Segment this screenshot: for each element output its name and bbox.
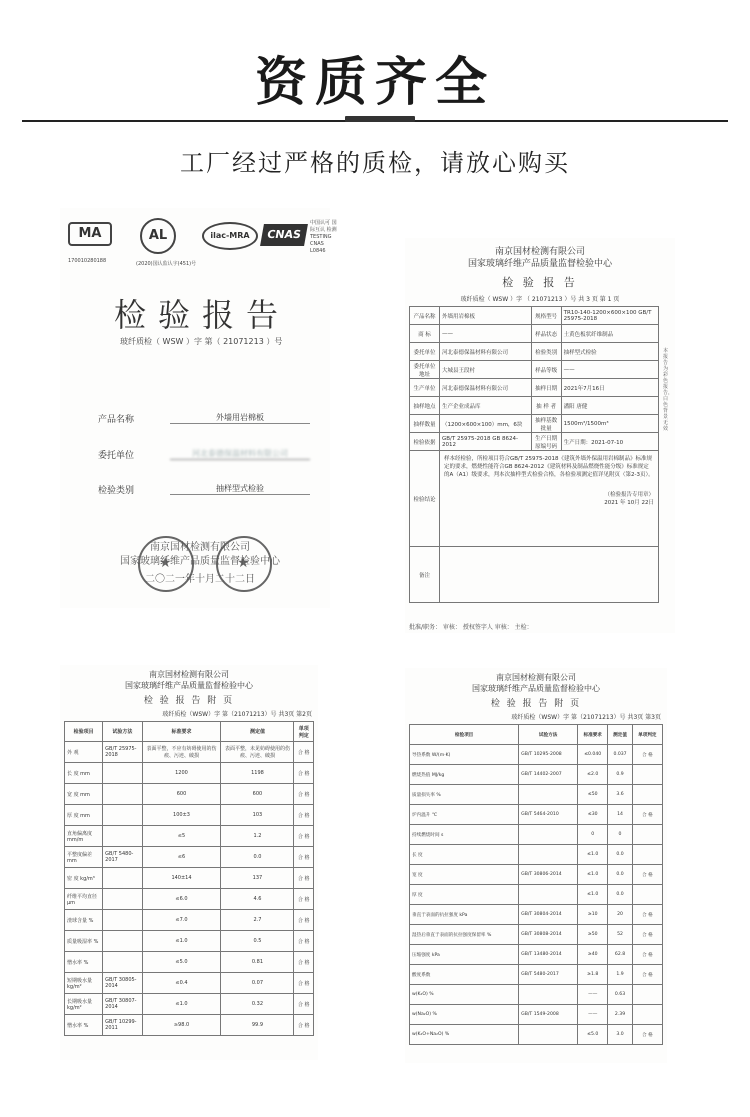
table-cell: 0.0 — [608, 845, 632, 865]
table-cell — [103, 889, 142, 910]
report-cover-scan — [60, 208, 337, 608]
table-cell: 20 — [608, 905, 632, 925]
column-header: 测定值 — [221, 722, 294, 742]
table-cell: —— — [561, 361, 658, 379]
table-cell: 140±14 — [142, 868, 221, 889]
table-cell: 合 格 — [294, 805, 314, 826]
column-header: 检验项目 — [410, 725, 519, 745]
side-note: 本报告为彩色报告，白色背景无效 — [663, 348, 674, 432]
table-cell: 0.0 — [608, 885, 632, 905]
table-cell — [519, 825, 578, 845]
table-cell: 合 格 — [294, 952, 314, 973]
table-cell: 压缩强度 kPa — [410, 945, 519, 965]
table-cell: 检验类别 — [531, 343, 561, 361]
table-cell — [632, 985, 662, 1005]
table-cell: 4.6 — [221, 889, 294, 910]
table-row — [65, 1015, 314, 1036]
table-cell: 合 格 — [632, 805, 662, 825]
table-cell: 商 标 — [410, 325, 440, 343]
report-title: 检 验 报 告 — [502, 276, 578, 289]
table-cell: 酸度系数 — [410, 965, 519, 985]
cma-logo-icon: MA — [68, 222, 112, 246]
table-cell: 合 格 — [294, 763, 314, 784]
table-cell: ≤2.0 — [578, 765, 608, 785]
table-cell: ≥10 — [578, 905, 608, 925]
table-cell: 合 格 — [294, 847, 314, 868]
certification-logos — [66, 218, 337, 268]
table-cell: 质量吸湿率 % — [65, 931, 103, 952]
table-cell: 表面平整，不应有妨碍使用的伤痕、污迹、破损 — [142, 742, 221, 763]
table-cell: GB/T 13480-2014 — [519, 945, 578, 965]
table-cell: w(K₂O) % — [410, 985, 519, 1005]
results-table — [409, 724, 663, 1045]
table-cell: ≤1.0 — [142, 931, 221, 952]
table-cell: 委托单位地址 — [410, 361, 440, 379]
org-center: 国家玻璃纤维产品质量监督检验中心 — [125, 681, 253, 690]
table-cell: 3.0 — [608, 1025, 632, 1045]
table-cell: 河北泰德保温材料有限公司 — [440, 379, 532, 397]
table-cell: 短期吸水量 kg/m² — [65, 973, 103, 994]
report-page-1-scan — [405, 238, 675, 633]
table-cell: 垂直于表面的抗拉强度 kPa — [410, 905, 519, 925]
table-cell: 抽样型式检验 — [561, 343, 658, 361]
table-row — [65, 889, 314, 910]
table-cell: 2.39 — [608, 1005, 632, 1025]
table-cell: ≤5.0 — [578, 1025, 608, 1045]
table-cell: 外 观 — [65, 742, 103, 763]
table-row — [65, 868, 314, 889]
table-cell: 表面平整，未见妨碍使用的伤痕、污迹、破损 — [221, 742, 294, 763]
table-cell: 抽样数量 — [410, 415, 440, 433]
table-cell: 合 格 — [632, 965, 662, 985]
table-cell: 密 度 kg/m³ — [65, 868, 103, 889]
table-cell: 合 格 — [294, 994, 314, 1015]
report-number: 玻纤质检（WSW）字 第（21071213）号 共3页 第2页 — [162, 711, 312, 718]
table-row — [410, 925, 663, 945]
table-row — [65, 931, 314, 952]
org-center: 国家玻璃纤维产品质量监督检验中心 — [467, 259, 612, 269]
table-row — [65, 847, 314, 868]
table-cell: 生产日期原编号码 — [531, 433, 561, 451]
table-row — [410, 745, 663, 765]
table-row — [410, 397, 659, 415]
title-underline-accent — [345, 116, 415, 122]
report-page-2-scan — [60, 665, 318, 1060]
table-cell: 103 — [221, 805, 294, 826]
table-cell: 厚 度 — [410, 885, 519, 905]
table-cell: 炉内温升 ℃ — [410, 805, 519, 825]
table-row — [410, 1005, 663, 1025]
table-cell — [103, 805, 142, 826]
client-label: 委托单位 — [98, 451, 135, 461]
table-cell: 抽样地点 — [410, 397, 440, 415]
report-title: 检 验 报 告 附 页 — [490, 699, 582, 709]
cnas-logo-icon: CNAS — [260, 224, 308, 246]
table-cell: ≤1.0 — [578, 845, 608, 865]
table-row — [410, 415, 659, 433]
issuer-name: 南京国材检测有限公司 — [150, 542, 250, 553]
table-cell: 600 — [221, 784, 294, 805]
conclusion-row — [410, 451, 659, 547]
table-row — [410, 325, 659, 343]
conclusion-label: 检验结论 — [410, 451, 440, 547]
table-row — [410, 1025, 663, 1045]
table-cell: 1500m³/1500m³ — [561, 415, 658, 433]
table-cell: GB/T 5480-2017 — [103, 847, 142, 868]
table-cell: 合 格 — [294, 931, 314, 952]
table-cell: 生产企业成品库 — [440, 397, 532, 415]
product-value: 外墙用岩棉板 — [170, 412, 310, 424]
table-cell: 1200 — [142, 763, 221, 784]
remark-label: 备注 — [410, 547, 440, 603]
table-cell: 长期吸水量 kg/m² — [65, 994, 103, 1015]
table-cell: GB/T 10295-2008 — [519, 745, 578, 765]
table-cell: 100±3 — [142, 805, 221, 826]
table-cell: GB/T 5464-2010 — [519, 805, 578, 825]
table-cell — [519, 1025, 578, 1045]
table-cell: ≤0.040 — [578, 745, 608, 765]
table-cell: 合 格 — [294, 742, 314, 763]
table-row — [410, 825, 663, 845]
table-cell: 外墙用岩棉板 — [440, 307, 532, 325]
table-cell: 合 格 — [294, 784, 314, 805]
table-cell — [632, 1005, 662, 1025]
table-cell: ≤50 — [578, 785, 608, 805]
table-cell: ≤5 — [142, 826, 221, 847]
table-cell: 产品名称 — [410, 307, 440, 325]
table-cell: 样品状态 — [531, 325, 561, 343]
table-row — [410, 379, 659, 397]
table-row — [65, 994, 314, 1015]
table-cell: ≤30 — [578, 805, 608, 825]
table-cell: ≤1.0 — [578, 865, 608, 885]
table-row — [65, 952, 314, 973]
table-row — [65, 973, 314, 994]
table-row — [410, 361, 659, 379]
cal-caption: (2020)国认监认字(451)号 — [136, 261, 197, 267]
table-cell: 99.9 — [221, 1015, 294, 1036]
table-cell — [632, 885, 662, 905]
table-cell: 宽 度 — [410, 865, 519, 885]
table-cell: 1198 — [221, 763, 294, 784]
table-cell: GB/T 14402-2007 — [519, 765, 578, 785]
table-row — [410, 805, 663, 825]
table-cell: 宽 度 mm — [65, 784, 103, 805]
table-cell — [103, 784, 142, 805]
table-cell — [632, 765, 662, 785]
conclusion-seal: （检验报告专用章） — [604, 492, 654, 498]
table-row — [410, 905, 663, 925]
table-cell: 大城县王段村 — [440, 361, 532, 379]
conclusion-text: 样本经检验，所检项目符合GB/T 25975-2018《建筑外墙外保温用岩棉制品》标准规定的要求，燃烧性能符合GB 8624-2012《建筑材料及制品燃烧性能分级》标准规定的A（A1）级要求，判本次抽样型式检验合格，各检验项测定值详见附页（第2-3页）。 — [444, 456, 654, 478]
table-cell: 0.0 — [608, 865, 632, 885]
table-row — [410, 845, 663, 865]
table-cell: 憎水率 % — [65, 952, 103, 973]
table-cell: 1.2 — [221, 826, 294, 847]
column-header: 标准要求 — [578, 725, 608, 745]
table-cell: GB/T 30807-2014 — [103, 994, 142, 1015]
column-header: 单项判定 — [632, 725, 662, 745]
table-row — [410, 785, 663, 805]
table-cell: 合 格 — [632, 1025, 662, 1045]
cma-caption: 170010280188 — [68, 258, 107, 264]
table-header-row — [65, 722, 314, 742]
table-cell: 生产单位 — [410, 379, 440, 397]
table-cell: GB/T 30805-2014 — [103, 973, 142, 994]
table-cell: 137 — [221, 868, 294, 889]
table-row — [410, 865, 663, 885]
table-cell: GB/T 30804-2014 — [519, 905, 578, 925]
table-cell: 0.5 — [221, 931, 294, 952]
table-cell: （1200×600×100）mm，6块 — [440, 415, 532, 433]
table-row — [65, 805, 314, 826]
product-label: 产品名称 — [98, 415, 135, 425]
table-row — [65, 784, 314, 805]
table-cell: 燃烧热值 MJ/kg — [410, 765, 519, 785]
table-header-row — [410, 725, 663, 745]
table-cell: ≤1.0 — [142, 994, 221, 1015]
type-value: 抽样型式检验 — [170, 483, 310, 495]
results-table — [64, 721, 314, 1036]
table-cell: 平整度偏差 mm — [65, 847, 103, 868]
table-cell: 合 格 — [632, 745, 662, 765]
table-cell: ≤5.0 — [142, 952, 221, 973]
table-cell: 3.6 — [608, 785, 632, 805]
table-cell: ≥98.0 — [142, 1015, 221, 1036]
cnas-caption: 中国认可 国际互认 检测 TESTING CNAS L0846 — [310, 220, 337, 254]
table-cell: 0.9 — [608, 765, 632, 785]
report-table — [409, 306, 659, 603]
table-cell: 0.63 — [608, 985, 632, 1005]
table-cell: 长 度 mm — [65, 763, 103, 784]
table-cell: ≤6 — [142, 847, 221, 868]
table-cell: 合 格 — [294, 889, 314, 910]
table-row — [410, 945, 663, 965]
table-row — [410, 765, 663, 785]
table-cell: 合 格 — [294, 973, 314, 994]
table-cell — [519, 885, 578, 905]
conclusion-date: 2021 年 10月 22日 — [604, 500, 654, 506]
table-row — [410, 307, 659, 325]
table-cell: 合 格 — [632, 945, 662, 965]
report-number: 玻纤质检（ WSW ）字 （ 21071213 ）号 共 3 页 第 1 页 — [460, 296, 620, 303]
table-cell: 导热系数 W/(m·K) — [410, 745, 519, 765]
table-cell: 质量损失率 % — [410, 785, 519, 805]
table-cell: 14 — [608, 805, 632, 825]
table-cell — [632, 785, 662, 805]
table-cell: 抽 样 者 — [531, 397, 561, 415]
table-cell — [632, 845, 662, 865]
table-cell: —— — [578, 1005, 608, 1025]
table-cell: 长 度 — [410, 845, 519, 865]
table-cell: 委托单位 — [410, 343, 440, 361]
table-cell: 52 — [608, 925, 632, 945]
table-cell: 0 — [608, 825, 632, 845]
table-cell: ≤6.0 — [142, 889, 221, 910]
report-page-3-scan — [405, 668, 667, 1063]
table-cell: GB/T 10299-2011 — [103, 1015, 142, 1036]
table-cell: 生产日期：2021-07-10 — [561, 433, 658, 451]
table-cell: 土黄色板状纤维制品 — [561, 325, 658, 343]
table-cell: 检验依据 — [410, 433, 440, 451]
table-cell — [103, 931, 142, 952]
table-cell: TR10-140-1200×600×100 GB/T 25975-2018 — [561, 307, 658, 325]
column-header: 试验方法 — [519, 725, 578, 745]
table-cell: 规格型号 — [531, 307, 561, 325]
table-cell: 2021年7月16日 — [561, 379, 658, 397]
table-row — [410, 343, 659, 361]
table-cell — [103, 868, 142, 889]
table-cell: 合 格 — [632, 865, 662, 885]
table-cell: 合 格 — [632, 905, 662, 925]
report-title: 检验报告 — [114, 296, 291, 334]
table-cell: GB/T 5480-2017 — [519, 965, 578, 985]
table-cell: 憎水率 % — [65, 1015, 103, 1036]
table-cell: ≤7.0 — [142, 910, 221, 931]
table-cell: 合 格 — [294, 868, 314, 889]
signature-line: 批准/职务： 审核： 授权签字人 审核： 主检： — [409, 624, 533, 631]
table-cell: 62.8 — [608, 945, 632, 965]
column-header: 检验项目 — [65, 722, 103, 742]
table-cell: 2.7 — [221, 910, 294, 931]
table-cell: 600 — [142, 784, 221, 805]
table-cell: GB/T 30808-2014 — [519, 925, 578, 945]
table-row — [65, 742, 314, 763]
table-cell: 合 格 — [294, 826, 314, 847]
org-name: 南京国材检测有限公司 — [494, 247, 585, 257]
table-row — [410, 433, 659, 451]
table-row — [410, 985, 663, 1005]
table-cell: 厚 度 mm — [65, 805, 103, 826]
cal-logo-icon: AL — [140, 218, 176, 254]
table-cell: GB/T 30806-2014 — [519, 865, 578, 885]
table-cell: ≤0.4 — [142, 973, 221, 994]
report-title: 检 验 报 告 附 页 — [143, 696, 235, 706]
table-cell: 抽样基数批量 — [531, 415, 561, 433]
table-cell — [103, 763, 142, 784]
table-cell — [519, 845, 578, 865]
table-row — [65, 826, 314, 847]
column-header: 试验方法 — [103, 722, 142, 742]
table-cell: GB/T 25975-2018 GB 8624-2012 — [440, 433, 532, 451]
table-cell: 0.07 — [221, 973, 294, 994]
table-cell: 合 格 — [294, 1015, 314, 1036]
table-cell: ≥40 — [578, 945, 608, 965]
table-cell: 河北泰德保温材料有限公司 — [440, 343, 532, 361]
table-cell: 湿热后垂直于表面的抗拉强度保留率 % — [410, 925, 519, 945]
table-cell: 0.037 — [608, 745, 632, 765]
table-cell: ≥50 — [578, 925, 608, 945]
table-row — [65, 763, 314, 784]
report-number: 玻纤质检（WSW）字 第（21071213）号 共3页 第3页 — [511, 714, 661, 721]
table-cell: 1.9 — [608, 965, 632, 985]
table-cell — [519, 985, 578, 1005]
table-cell: w(Na₂O) % — [410, 1005, 519, 1025]
table-cell: w(K₂O+Na₂O) % — [410, 1025, 519, 1045]
issue-date: 二〇二一年十月二十二日 — [145, 574, 255, 585]
table-cell: 0.0 — [221, 847, 294, 868]
page-subtitle: 工厂经过严格的质检，请放心购买 — [180, 149, 570, 177]
table-cell — [103, 952, 142, 973]
table-cell — [519, 785, 578, 805]
report-number: 玻纤质检（ WSW ）字 第（ 21071213 ）号 — [120, 337, 283, 346]
org-center: 国家玻璃纤维产品质量监督检验中心 — [472, 684, 600, 693]
remark-row — [410, 547, 659, 603]
table-cell — [103, 826, 142, 847]
table-row — [65, 910, 314, 931]
type-label: 检验类别 — [98, 486, 135, 496]
table-cell: GB/T 1549-2008 — [519, 1005, 578, 1025]
table-cell: 直角偏离度 mm/m — [65, 826, 103, 847]
ilac-mra-logo-icon: ilac-MRA — [202, 222, 258, 250]
table-cell: 抽样日期 — [531, 379, 561, 397]
column-header: 单项判定 — [294, 722, 314, 742]
table-cell: 合 格 — [294, 910, 314, 931]
column-header: 标准要求 — [142, 722, 221, 742]
org-name: 南京国材检测有限公司 — [496, 673, 576, 682]
table-row — [410, 885, 663, 905]
column-header: 测定值 — [608, 725, 632, 745]
page-title: 资质齐全 — [254, 53, 495, 113]
client-value: 河北泰德保温材料有限公司 — [170, 448, 310, 460]
table-cell: ≥1.8 — [578, 965, 608, 985]
table-cell: —— — [578, 985, 608, 1005]
table-cell: 持续燃烧时间 s — [410, 825, 519, 845]
table-cell: 纤维平均直径 μm — [65, 889, 103, 910]
table-cell: 合 格 — [632, 925, 662, 945]
table-cell — [632, 825, 662, 845]
table-cell: 0.32 — [221, 994, 294, 1015]
issuer-center: 国家玻璃纤维产品质量监督检验中心 — [120, 556, 280, 567]
table-cell: 样品等级 — [531, 361, 561, 379]
table-cell: 0.81 — [221, 952, 294, 973]
org-name: 南京国材检测有限公司 — [149, 670, 229, 679]
table-cell — [103, 910, 142, 931]
table-cell: GB/T 25975-2018 — [103, 742, 142, 763]
table-cell: —— — [440, 325, 532, 343]
table-cell: 0 — [578, 825, 608, 845]
table-cell: ≤1.0 — [578, 885, 608, 905]
table-cell: 潘阳 唐健 — [561, 397, 658, 415]
table-cell: 渣球含量 % — [65, 910, 103, 931]
table-row — [410, 965, 663, 985]
